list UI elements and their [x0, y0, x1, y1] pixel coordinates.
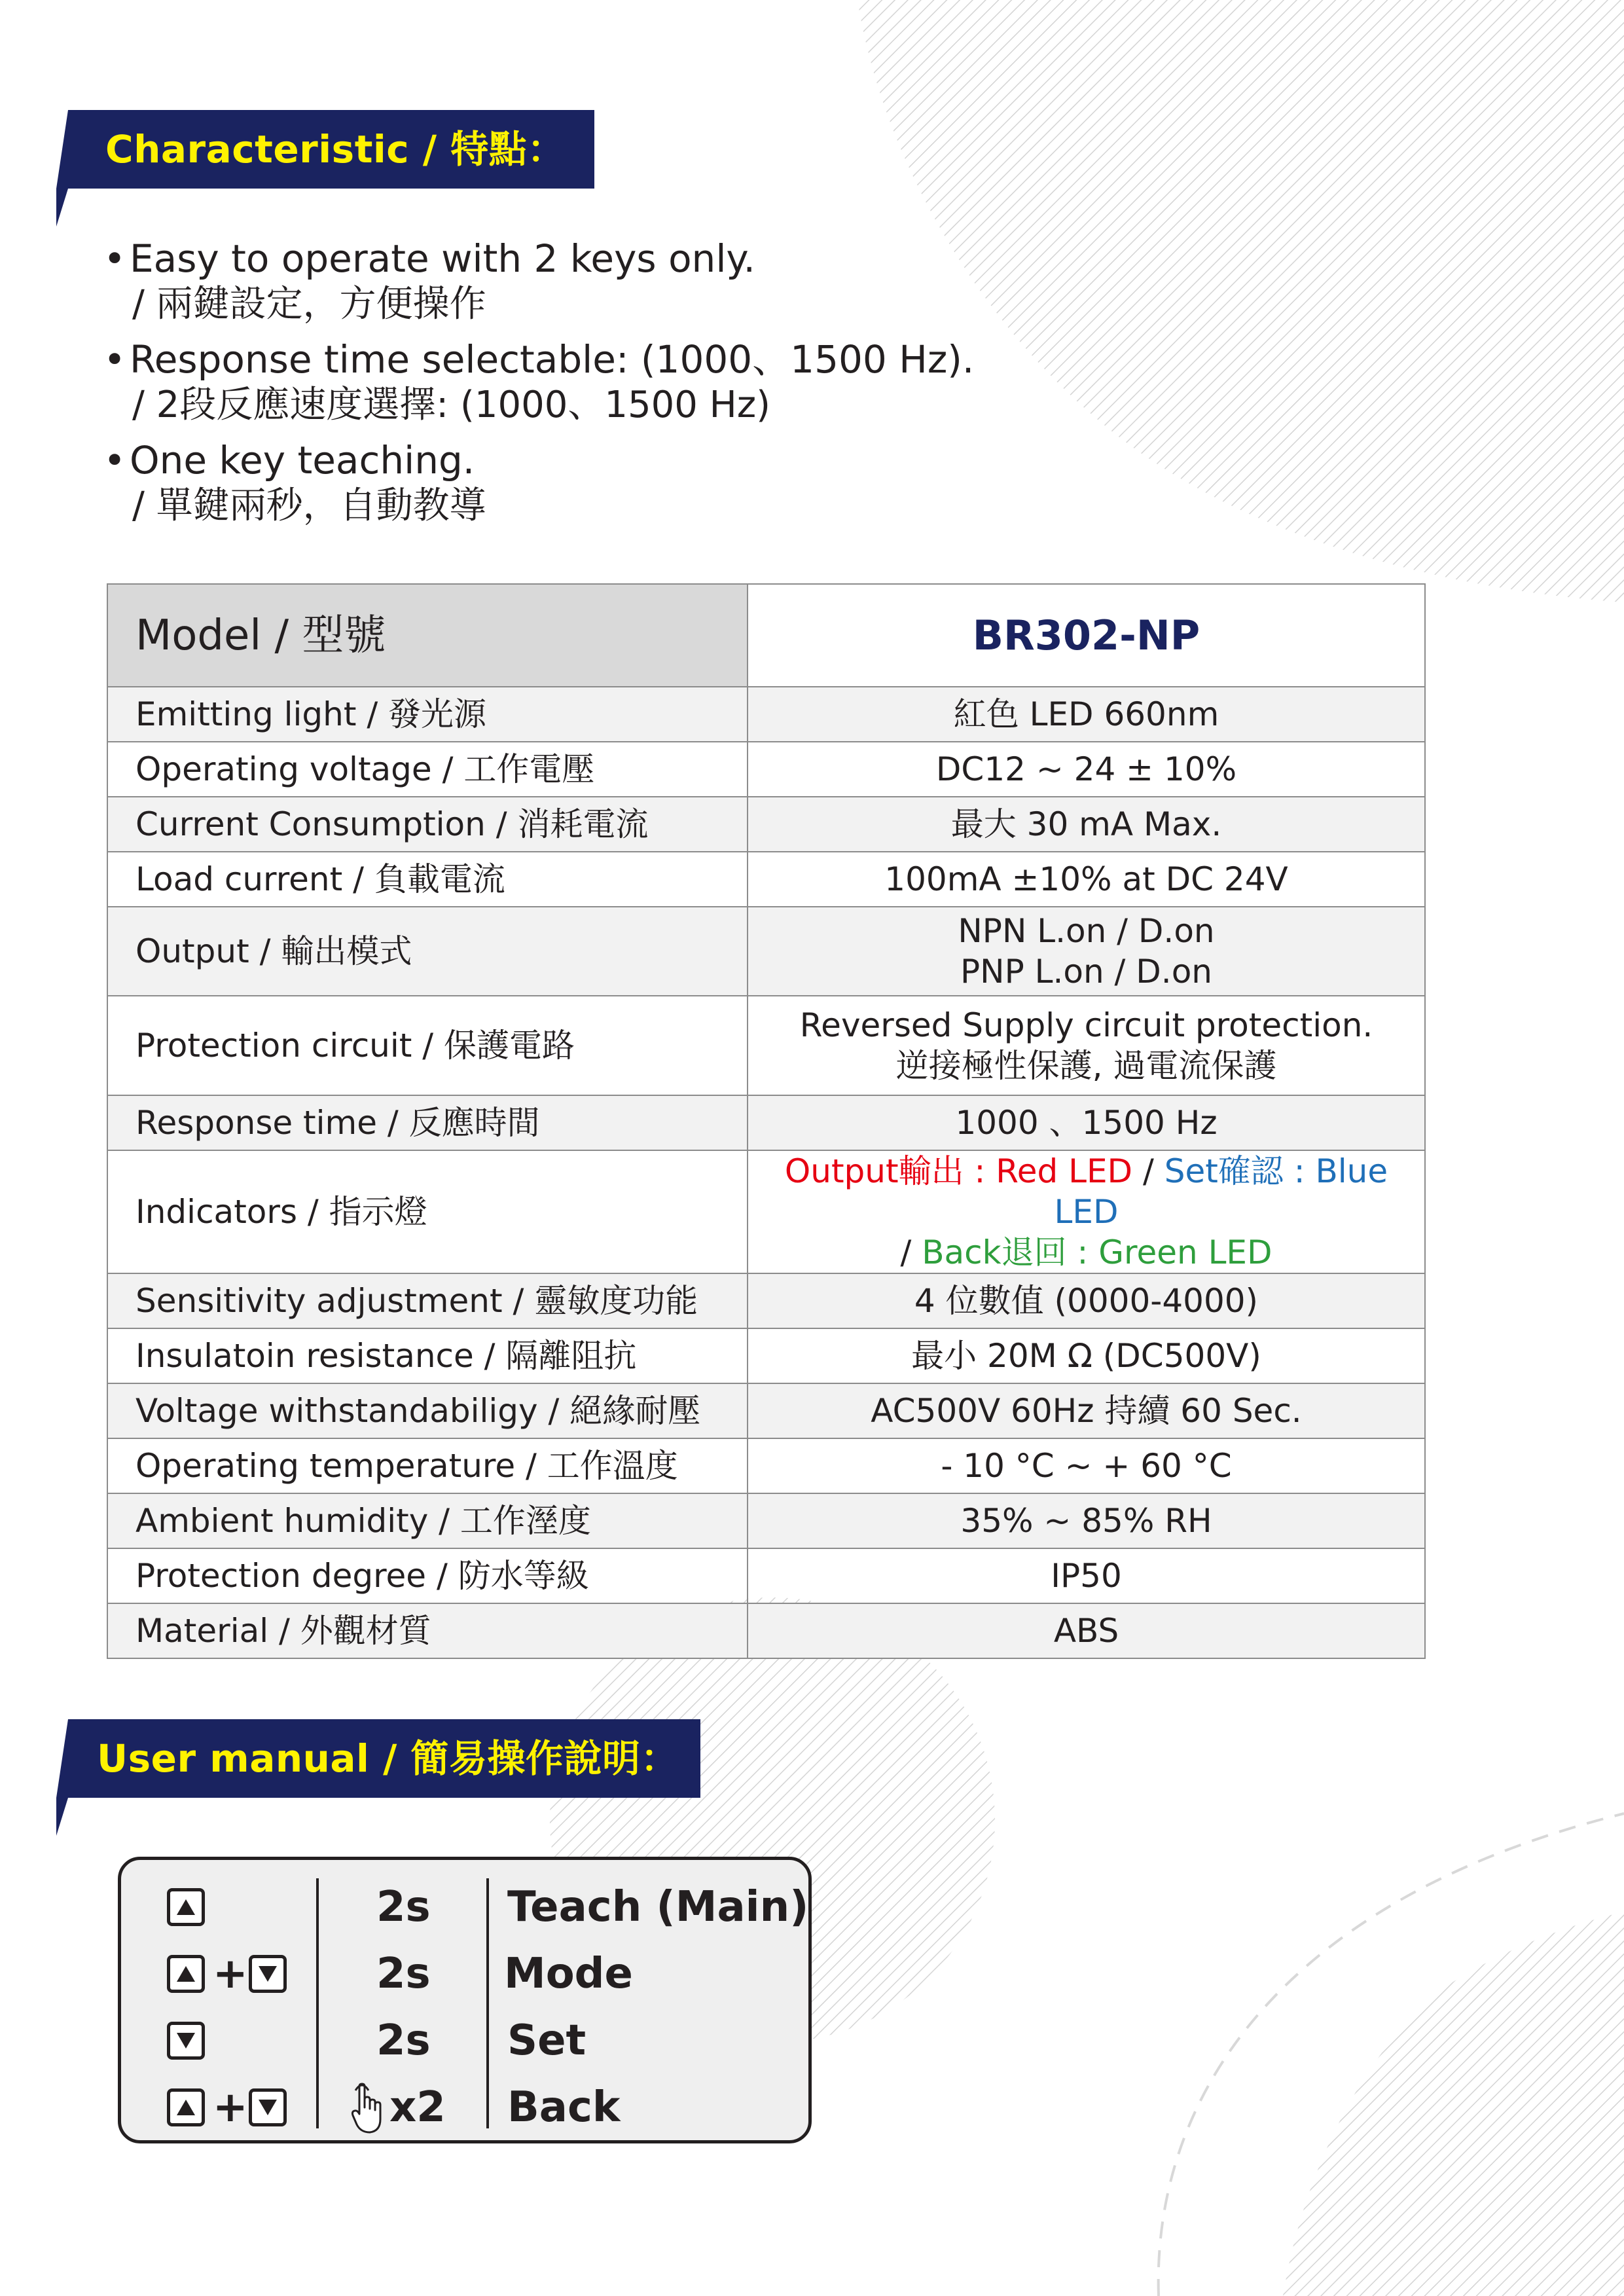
spec-value [748, 907, 1425, 996]
table-row [107, 797, 1425, 852]
plus-sign: + [213, 1950, 248, 1998]
user-manual-title: User manual / 簡易操作說明： [97, 1736, 679, 1781]
indicators-line-2 [748, 1232, 1424, 1273]
manual-action: Teach (Main) [507, 1883, 809, 1931]
table-row [107, 1603, 1425, 1658]
spec-label: Operating voltage / 工作電壓 [107, 742, 748, 797]
spec-label: Voltage withstandabiligy / 絕緣耐壓 [107, 1383, 748, 1438]
spec-value: AC500V 60Hz 持續 60 Sec. [748, 1383, 1425, 1438]
up-key-icon [167, 1888, 205, 1926]
spec-label: Response time / 反應時間 [107, 1095, 748, 1150]
spec-table [107, 583, 1426, 1659]
spec-value: 紅色 LED 660nm [748, 687, 1425, 742]
bullet-text-en: One key teaching. [130, 438, 475, 483]
spec-label: Load current / 負載電流 [107, 852, 748, 907]
table-row [107, 687, 1425, 742]
spec-value: 1000 、1500 Hz [748, 1095, 1425, 1150]
key-operation-panel [118, 1857, 812, 2143]
set-indicator-text: Set確認 : Blue LED [1054, 1152, 1388, 1231]
table-row [107, 742, 1425, 797]
manual-row-set [121, 2008, 808, 2073]
up-key-icon [167, 2088, 205, 2126]
spec-value-line: 逆接極性保護, 過電流保護 [895, 1047, 1277, 1085]
list-item [103, 337, 1151, 428]
manual-time: 2s [376, 2016, 431, 2065]
bullet-text-zh: / 2段反應速度選擇: (1000、1500 Hz) [132, 384, 770, 426]
bullet-dot: • [103, 236, 126, 281]
table-row [107, 907, 1425, 996]
spec-label: Material / 外觀材質 [107, 1603, 748, 1658]
list-item [103, 437, 1151, 529]
indicator-separator: / [900, 1233, 922, 1271]
output-indicator-text: Output輸出 : Red LED [784, 1152, 1133, 1190]
down-key-icon [249, 2088, 287, 2126]
spec-value [748, 996, 1425, 1095]
table-row [107, 1150, 1425, 1273]
model-value: BR302-NP [748, 584, 1425, 687]
spec-value-line: PNP L.on / D.on [960, 953, 1212, 991]
plus-sign: + [213, 2083, 248, 2132]
spec-label: Emitting light / 發光源 [107, 687, 748, 742]
spec-value: - 10 °C ~ + 60 °C [748, 1438, 1425, 1493]
spec-value: 最小 20M Ω (DC500V) [748, 1328, 1425, 1383]
manual-row-mode [121, 1941, 808, 2007]
finger-tap-icon [350, 2083, 391, 2135]
bullet-text-en: Response time selectable: (1000、1500 Hz). [130, 337, 975, 382]
spec-value: 最大 30 mA Max. [748, 797, 1425, 852]
bullet-text-zh: / 單鍵兩秒，自動教導 [132, 484, 486, 527]
bullet-dot: • [103, 337, 126, 382]
spec-value-line: NPN L.on / D.on [958, 912, 1215, 950]
table-row [107, 1273, 1425, 1328]
bullet-dot: • [103, 438, 126, 483]
spec-label: Sensitivity adjustment / 靈敏度功能 [107, 1273, 748, 1328]
spec-label: Indicators / 指示燈 [107, 1150, 748, 1273]
spec-value: 100mA ±10% at DC 24V [748, 852, 1425, 907]
table-row [107, 1328, 1425, 1383]
down-key-icon [167, 2022, 205, 2060]
manual-time: 2s [376, 1950, 431, 1998]
up-key-icon [167, 1955, 205, 1993]
spec-label: Output / 輸出模式 [107, 907, 748, 996]
model-label: Model / 型號 [107, 584, 748, 687]
characteristic-title: Characteristic / 特點： [105, 127, 566, 172]
table-row [107, 1548, 1425, 1603]
characteristic-list [103, 236, 1151, 538]
manual-time: x2 [389, 2083, 446, 2132]
bullet-text-zh: / 兩鍵設定，方便操作 [132, 283, 486, 325]
spec-label: Protection circuit / 保護電路 [107, 996, 748, 1095]
table-row [107, 1438, 1425, 1493]
spec-value: IP50 [748, 1548, 1425, 1603]
table-row [107, 852, 1425, 907]
table-row [107, 1493, 1425, 1548]
manual-time: 2s [376, 1883, 431, 1931]
indicator-separator: / [1132, 1152, 1164, 1190]
table-row [107, 1383, 1425, 1438]
table-row [107, 584, 1425, 687]
spec-label: Insulatoin resistance / 隔離阻抗 [107, 1328, 748, 1383]
table-row [107, 996, 1425, 1095]
back-indicator-text: Back退回 : Green LED [922, 1233, 1272, 1271]
list-item [103, 236, 1151, 327]
indicators-value [748, 1150, 1425, 1273]
spec-value-line: Reversed Supply circuit protection. [799, 1006, 1373, 1044]
spec-value: DC12 ~ 24 ± 10% [748, 742, 1425, 797]
down-key-icon [249, 1955, 287, 1993]
manual-action: Mode [504, 1950, 633, 1998]
spec-value: 4 位數值 (0000-4000) [748, 1273, 1425, 1328]
spec-label: Protection degree / 防水等級 [107, 1548, 748, 1603]
spec-label: Current Consumption / 消耗電流 [107, 797, 748, 852]
manual-row-back [121, 2075, 808, 2140]
bullet-text-en: Easy to operate with 2 keys only. [130, 236, 755, 281]
user-manual-header [56, 1719, 700, 1798]
spec-label: Operating temperature / 工作溫度 [107, 1438, 748, 1493]
indicators-line-1 [748, 1151, 1424, 1232]
table-row [107, 1095, 1425, 1150]
spec-label: Ambient humidity / 工作溼度 [107, 1493, 748, 1548]
spec-value: 35% ~ 85% RH [748, 1493, 1425, 1548]
spec-value: ABS [748, 1603, 1425, 1658]
characteristic-header [56, 110, 594, 189]
manual-action: Set [507, 2016, 586, 2065]
manual-row-teach [121, 1874, 808, 1940]
manual-action: Back [507, 2083, 621, 2132]
